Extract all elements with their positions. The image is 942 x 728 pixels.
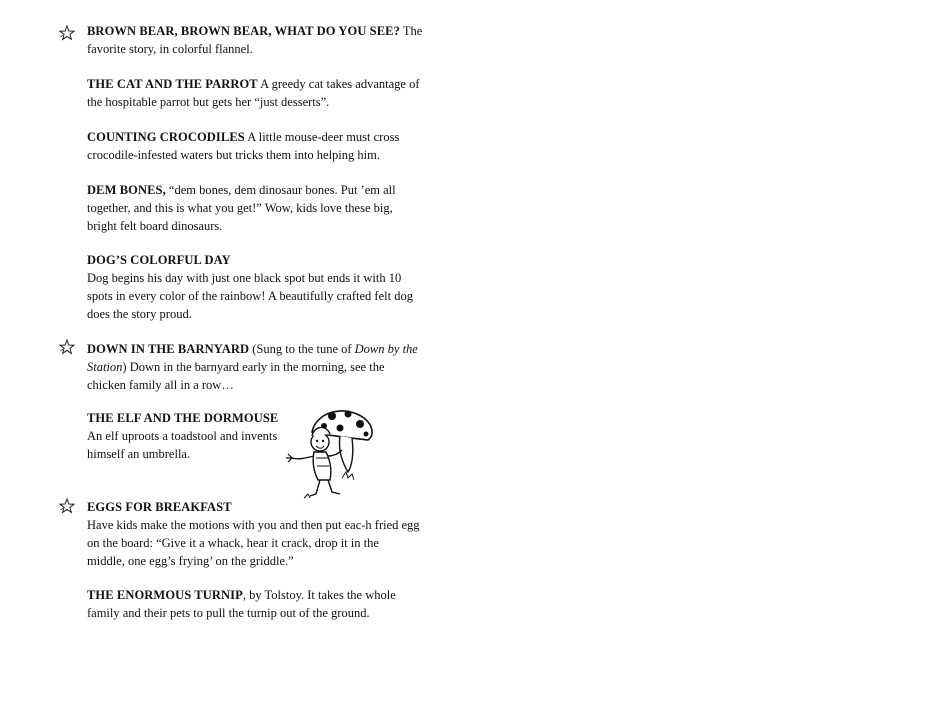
- entry-title: THE CAT AND THE PARROT: [87, 77, 258, 91]
- entry-brown-bear: [87, 22, 432, 58]
- entry-eggs-for-breakfast: [87, 498, 432, 570]
- star-icon: [58, 24, 76, 42]
- entry-text: An elf uproots a toadstool and invents: [87, 429, 278, 443]
- entry-text: middle, one egg’s frying’ on the griddle.”: [87, 554, 294, 568]
- entry-text: himself an umbrella.: [87, 447, 191, 461]
- entry-song-title: Station: [87, 360, 123, 374]
- entry-title: COUNTING CROCODILES: [87, 130, 245, 144]
- entry-title: DOWN IN THE BARNYARD: [87, 342, 250, 356]
- entry-text: the hospitable parrot but gets her “just desserts”.: [87, 95, 330, 109]
- entry-text: bright felt board dinosaurs.: [87, 219, 223, 233]
- entry-text: chicken family all in a row…: [87, 378, 234, 392]
- entry-text: spots in every color of the rainbow! A beautifully crafted felt dog: [87, 289, 413, 303]
- entry-text: crocodile-infested waters but tricks them into helping him.: [87, 148, 380, 162]
- entry-text: family and their pets to pull the turnip out of the ground.: [87, 606, 370, 620]
- entry-text: does the story proud.: [87, 307, 192, 321]
- entry-counting-crocodiles: [87, 128, 432, 164]
- entry-dogs-colorful-day: [87, 251, 432, 323]
- entry-song-title: Down by the: [354, 342, 418, 356]
- entry-text: together, and this is what you get!” Wow, kids love these big,: [87, 201, 393, 215]
- entry-title: BROWN BEAR, BROWN BEAR, WHAT DO YOU SEE?: [87, 24, 400, 38]
- entry-title: THE ELF AND THE DORMOUSE: [87, 411, 279, 425]
- entry-title: DEM BONES,: [87, 183, 166, 197]
- entry-text: A little mouse-deer must cross: [244, 130, 400, 144]
- entry-text: Dog begins his day with just one black spot but ends it with 10: [87, 271, 402, 285]
- entry-dem-bones: [87, 181, 432, 235]
- entry-text: “dem bones, dem dinosaur bones. Put ’em all: [165, 183, 396, 197]
- entry-down-in-the-barnyard: [87, 340, 432, 394]
- star-icon: [58, 497, 76, 515]
- entry-text: ) Down in the barnyard early in the morning, see the: [122, 360, 385, 374]
- entry-title: THE ENORMOUS TURNIP: [87, 588, 243, 602]
- star-icon: [58, 338, 76, 356]
- entry-text: The: [399, 24, 423, 38]
- elf-toadstool-illustration: [282, 402, 378, 502]
- entry-text: Have kids make the motions with you and then put eac-h fried egg: [87, 518, 420, 532]
- entry-title: DOG’S COLORFUL DAY: [87, 253, 231, 267]
- entry-text: on the board: “Give it a whack, hear it crack, drop it in the: [87, 536, 379, 550]
- entry-text: A greedy cat takes advantage of: [257, 77, 420, 91]
- entry-cat-and-parrot: [87, 75, 432, 111]
- entry-text: (Sung to the tune of: [249, 342, 355, 356]
- entry-enormous-turnip: [87, 586, 432, 622]
- entry-text: favorite story, in colorful flannel.: [87, 42, 253, 56]
- entry-title: EGGS FOR BREAKFAST: [87, 500, 232, 514]
- entry-elf-and-dormouse: [87, 409, 287, 463]
- entry-text: , by Tolstoy. It takes the whole: [242, 588, 396, 602]
